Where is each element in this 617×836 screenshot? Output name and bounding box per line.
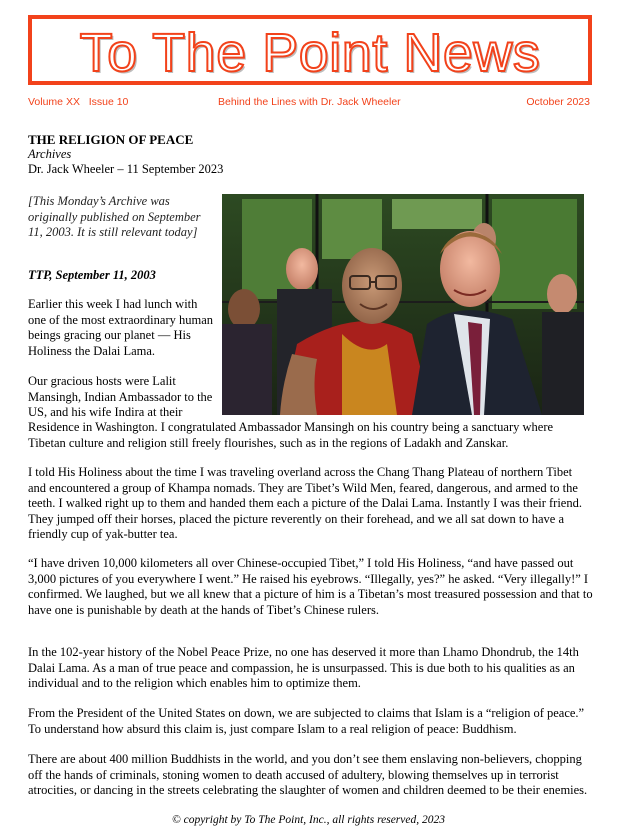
paragraph-2-start: Our gracious hosts were Lalit Mansingh, Indian Ambassador to the US, and his wife Indira at their — [28, 374, 213, 419]
issue-date: October 2023 — [526, 96, 590, 108]
original-date: TTP, September 11, 2003 — [28, 268, 156, 282]
volume-issue: Volume XX Issue 10 — [28, 96, 129, 108]
masthead — [28, 15, 592, 85]
paragraph-4: “I have driven 10,000 kilometers all over Chinese-occupied Tibet,” I told His Holiness, “and have passed out 3,000 pictures of you everywhere I went.” He raised his eyebrows. “Illegally, yes?” he asked. “Very illegally!” I confirmed. We laughed, but we all knew that a picture of him is a Tibetan’s most treasured possession and that to have one is punishable by death at the hands of Tibet’s Chinese rulers. — [28, 556, 593, 617]
paragraph-3: I told His Holiness about the time I was traveling overland across the Chang Thang Plateau of northern Tibet and encountered a group of Khampa nomads. They are Tibet’s Wild Men, feared, dangerous, and armed to the teeth. I walked right up to them and handed them each a picture of the Dalai Lama. Instantly I was their friend. They jumped off their horses, placed the picture reverently on their forehead, and we all sat down to have a friendly cup of yak-butter tea. — [28, 465, 582, 541]
paragraph-5: In the 102-year history of the Nobel Peace Prize, no one has deserved it more than Lhamo Dhondrub, the 14th Dalai Lama. As a man of true peace and compassion, he is unsurpassed. This is due both to his qualities as an individual and to the religion which enables him to optimize them. — [28, 645, 579, 690]
copyright-footer: © copyright by To The Point, Inc., all rights reserved, 2023 — [171, 814, 445, 826]
paragraph-6: From the President of the United States on down, we are subjected to claims that Islam is a “religion of peace.” To understand how absurd this claim is, just compare Islam to a real religion of peace: Buddhism. — [28, 706, 585, 736]
paragraph-2-continued: Residence in Washington. I congratulated Ambassador Mansingh on his country being a sanctuary where Tibetan culture and religion still freely flourishes, such as in the regions of Ladakh and Zanskar. — [28, 420, 554, 450]
paragraph-7: There are about 400 million Buddhists in the world, and you don’t see them enslaving non-believers, chopping off the hands of criminals, stoning women to death accused of adultery, blowing themselves up in terrorist atrocities, or dancing in the streets celebrating the slaughter of women and children deemed to be their enemies. — [28, 752, 588, 797]
article-byline: Dr. Jack Wheeler – 11 September 2023 — [28, 162, 224, 176]
article-photo — [222, 194, 584, 415]
masthead-title: To The Point News — [79, 23, 541, 83]
article-section: Archives — [28, 147, 72, 161]
photo-illustration — [222, 194, 584, 415]
article-title: THE RELIGION OF PEACE — [28, 132, 194, 147]
column-name: Behind the Lines with Dr. Jack Wheeler — [218, 96, 401, 108]
archive-note: [This Monday’s Archive was originally published on September 11, 2003. It is still relevant today] — [28, 194, 201, 239]
paragraph-1: Earlier this week I had lunch with one of the most extraordinary human beings gracing our planet — His Holiness the Dalai Lama. — [28, 297, 214, 358]
